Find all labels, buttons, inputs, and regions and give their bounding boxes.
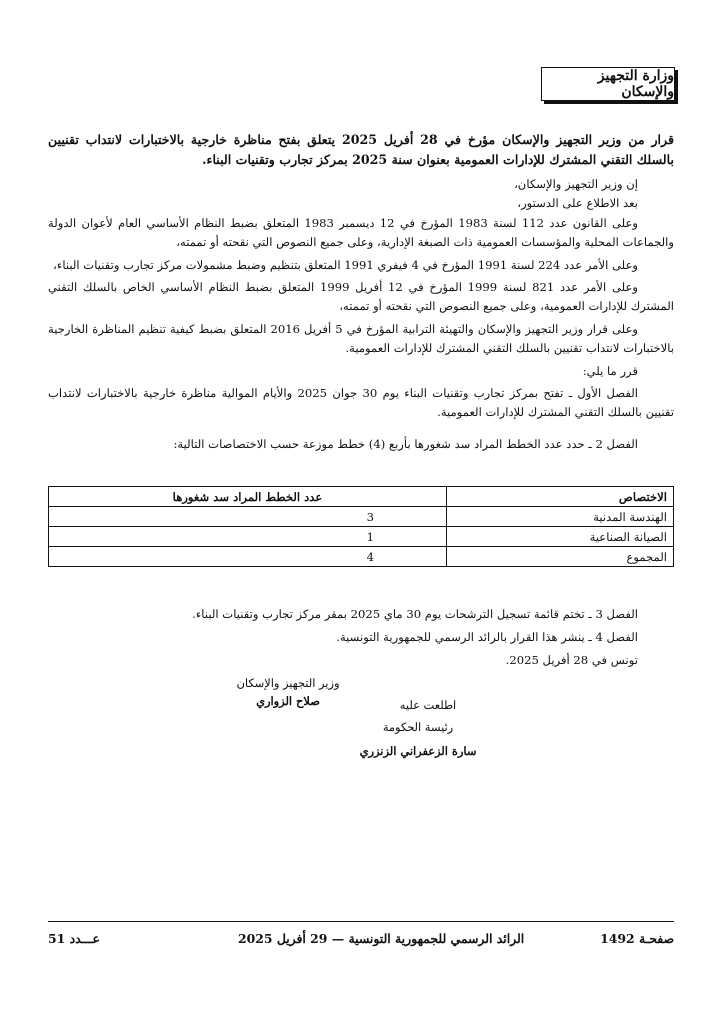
preamble-line: إن وزير التجهيز والإسكان، bbox=[514, 177, 638, 191]
table-cell-specialty: الصيانة الصناعية bbox=[447, 527, 674, 547]
decides-line: قرر ما يلي: bbox=[582, 363, 638, 378]
document-title: قرار من وزير التجهيز والإسكان مؤرخ في 28 أفريل 2025 يتعلق بفتح مناظرة خارجية بالاختبارات لانتداب تقنيين بالسلك التقني المشترك للإدارات العمومية بعنوان سنة 2025 بمركز تجارب وتقنيات البناء. bbox=[48, 132, 674, 167]
positions-table bbox=[48, 486, 674, 567]
table-cell-specialty: الهندسة المدنية bbox=[447, 507, 674, 527]
table-header-count: عدد الخطط المراد سد شغورها bbox=[49, 487, 447, 507]
pm-signature bbox=[358, 694, 478, 762]
preamble-line: وعلى الأمر عدد 821 لسنة 1999 المؤرخ في 12 أفريل 1999 المتعلق بضبط النظام الأساسي الخاص بالسلك التقني المشترك للإدارات العمومية، وعلى جميع النصوص التي نقحته أو تممته، bbox=[48, 280, 674, 314]
preamble bbox=[48, 175, 674, 454]
seen-label: اطلعت عليه bbox=[399, 698, 457, 712]
table-cell-count: 3 bbox=[49, 507, 447, 527]
table-cell-count: 4 bbox=[49, 547, 447, 567]
table-row bbox=[49, 507, 674, 527]
footer-journal: الرائد الرسمي للجمهورية التونسية — 29 أفريل 2025 bbox=[238, 931, 525, 946]
minister-name: صلاح الزواري bbox=[256, 694, 320, 708]
preamble-line: وعلى القانون عدد 112 لسنة 1983 المؤرخ في 12 ديسمبر 1983 المتعلق بضبط النظام الأساسي العام لأعوان الدولة والجماعات المحلية والمؤسسات العمومية ذات الصبغة الإدارية، وعلى جميع النصوص التي نقحته أو تممته، bbox=[48, 215, 674, 250]
minister-title: وزير التجهيز والإسكان bbox=[236, 676, 340, 690]
pm-title: رئيسة الحكومة bbox=[382, 720, 454, 734]
table-row bbox=[49, 547, 674, 567]
footer-issue: عـــدد 51 bbox=[48, 931, 100, 946]
closing-articles bbox=[48, 603, 674, 672]
article-2: الفصل 2 ـ حدد عدد الخطط المراد سد شغورها بأربع (4) خطط موزعة حسب الاختصاصات التالية: bbox=[173, 436, 638, 451]
page-footer bbox=[48, 931, 674, 947]
table-row bbox=[49, 527, 674, 547]
table-header-row bbox=[49, 487, 674, 507]
preamble-line: وعلى قرار وزير التجهيز والإسكان والتهيئة الترابية المؤرخ في 5 أفريل 2016 المتعلق بضبط كيفية تنظيم المناظرة الخارجية بالاختبارات لانتداب تقنيين بالسلك التقني المشترك للإدارات العمومية. bbox=[48, 321, 674, 356]
article-4: الفصل 4 ـ ينشر هذا القرار بالرائد الرسمي للجمهورية التونسية. bbox=[336, 630, 638, 644]
footer-page-number: صفحـة 1492 bbox=[600, 931, 674, 946]
article-3: الفصل 3 ـ تختم قائمة تسجيل الترشحات يوم 30 ماي 2025 بمقر مركز تجارب وتقنيات البناء. bbox=[192, 607, 638, 621]
preamble-line: وعلى الأمر عدد 224 لسنة 1991 المؤرخ في 4 فيفري 1991 المتعلق بتنظيم وضبط مشمولات مركز تجارب وتقنيات البناء، bbox=[53, 257, 638, 272]
minister-signature bbox=[228, 676, 348, 708]
table-header-specialty: الاختصاص bbox=[447, 487, 674, 507]
table-cell-specialty: المجموع bbox=[447, 547, 674, 567]
table-cell-count: 1 bbox=[49, 527, 447, 547]
place-date: تونس في 28 أفريل 2025. bbox=[505, 653, 638, 667]
preamble-line: بعد الاطلاع على الدستور، bbox=[517, 196, 638, 211]
article-1: الفصل الأول ـ تفتح بمركز تجارب وتقنيات البناء يوم 30 جوان 2025 والأيام الموالية مناظرة خارجية بالاختبارات لانتداب تقنيين بالسلك التقني المشترك للإدارات العمومية. bbox=[48, 386, 674, 420]
pm-name: سارة الزعفراني الزنزري bbox=[359, 744, 477, 758]
footer-divider bbox=[48, 921, 674, 922]
ministry-header-box bbox=[541, 67, 675, 101]
ministry-name: وزارة التجهيز والإسكان bbox=[597, 68, 674, 100]
